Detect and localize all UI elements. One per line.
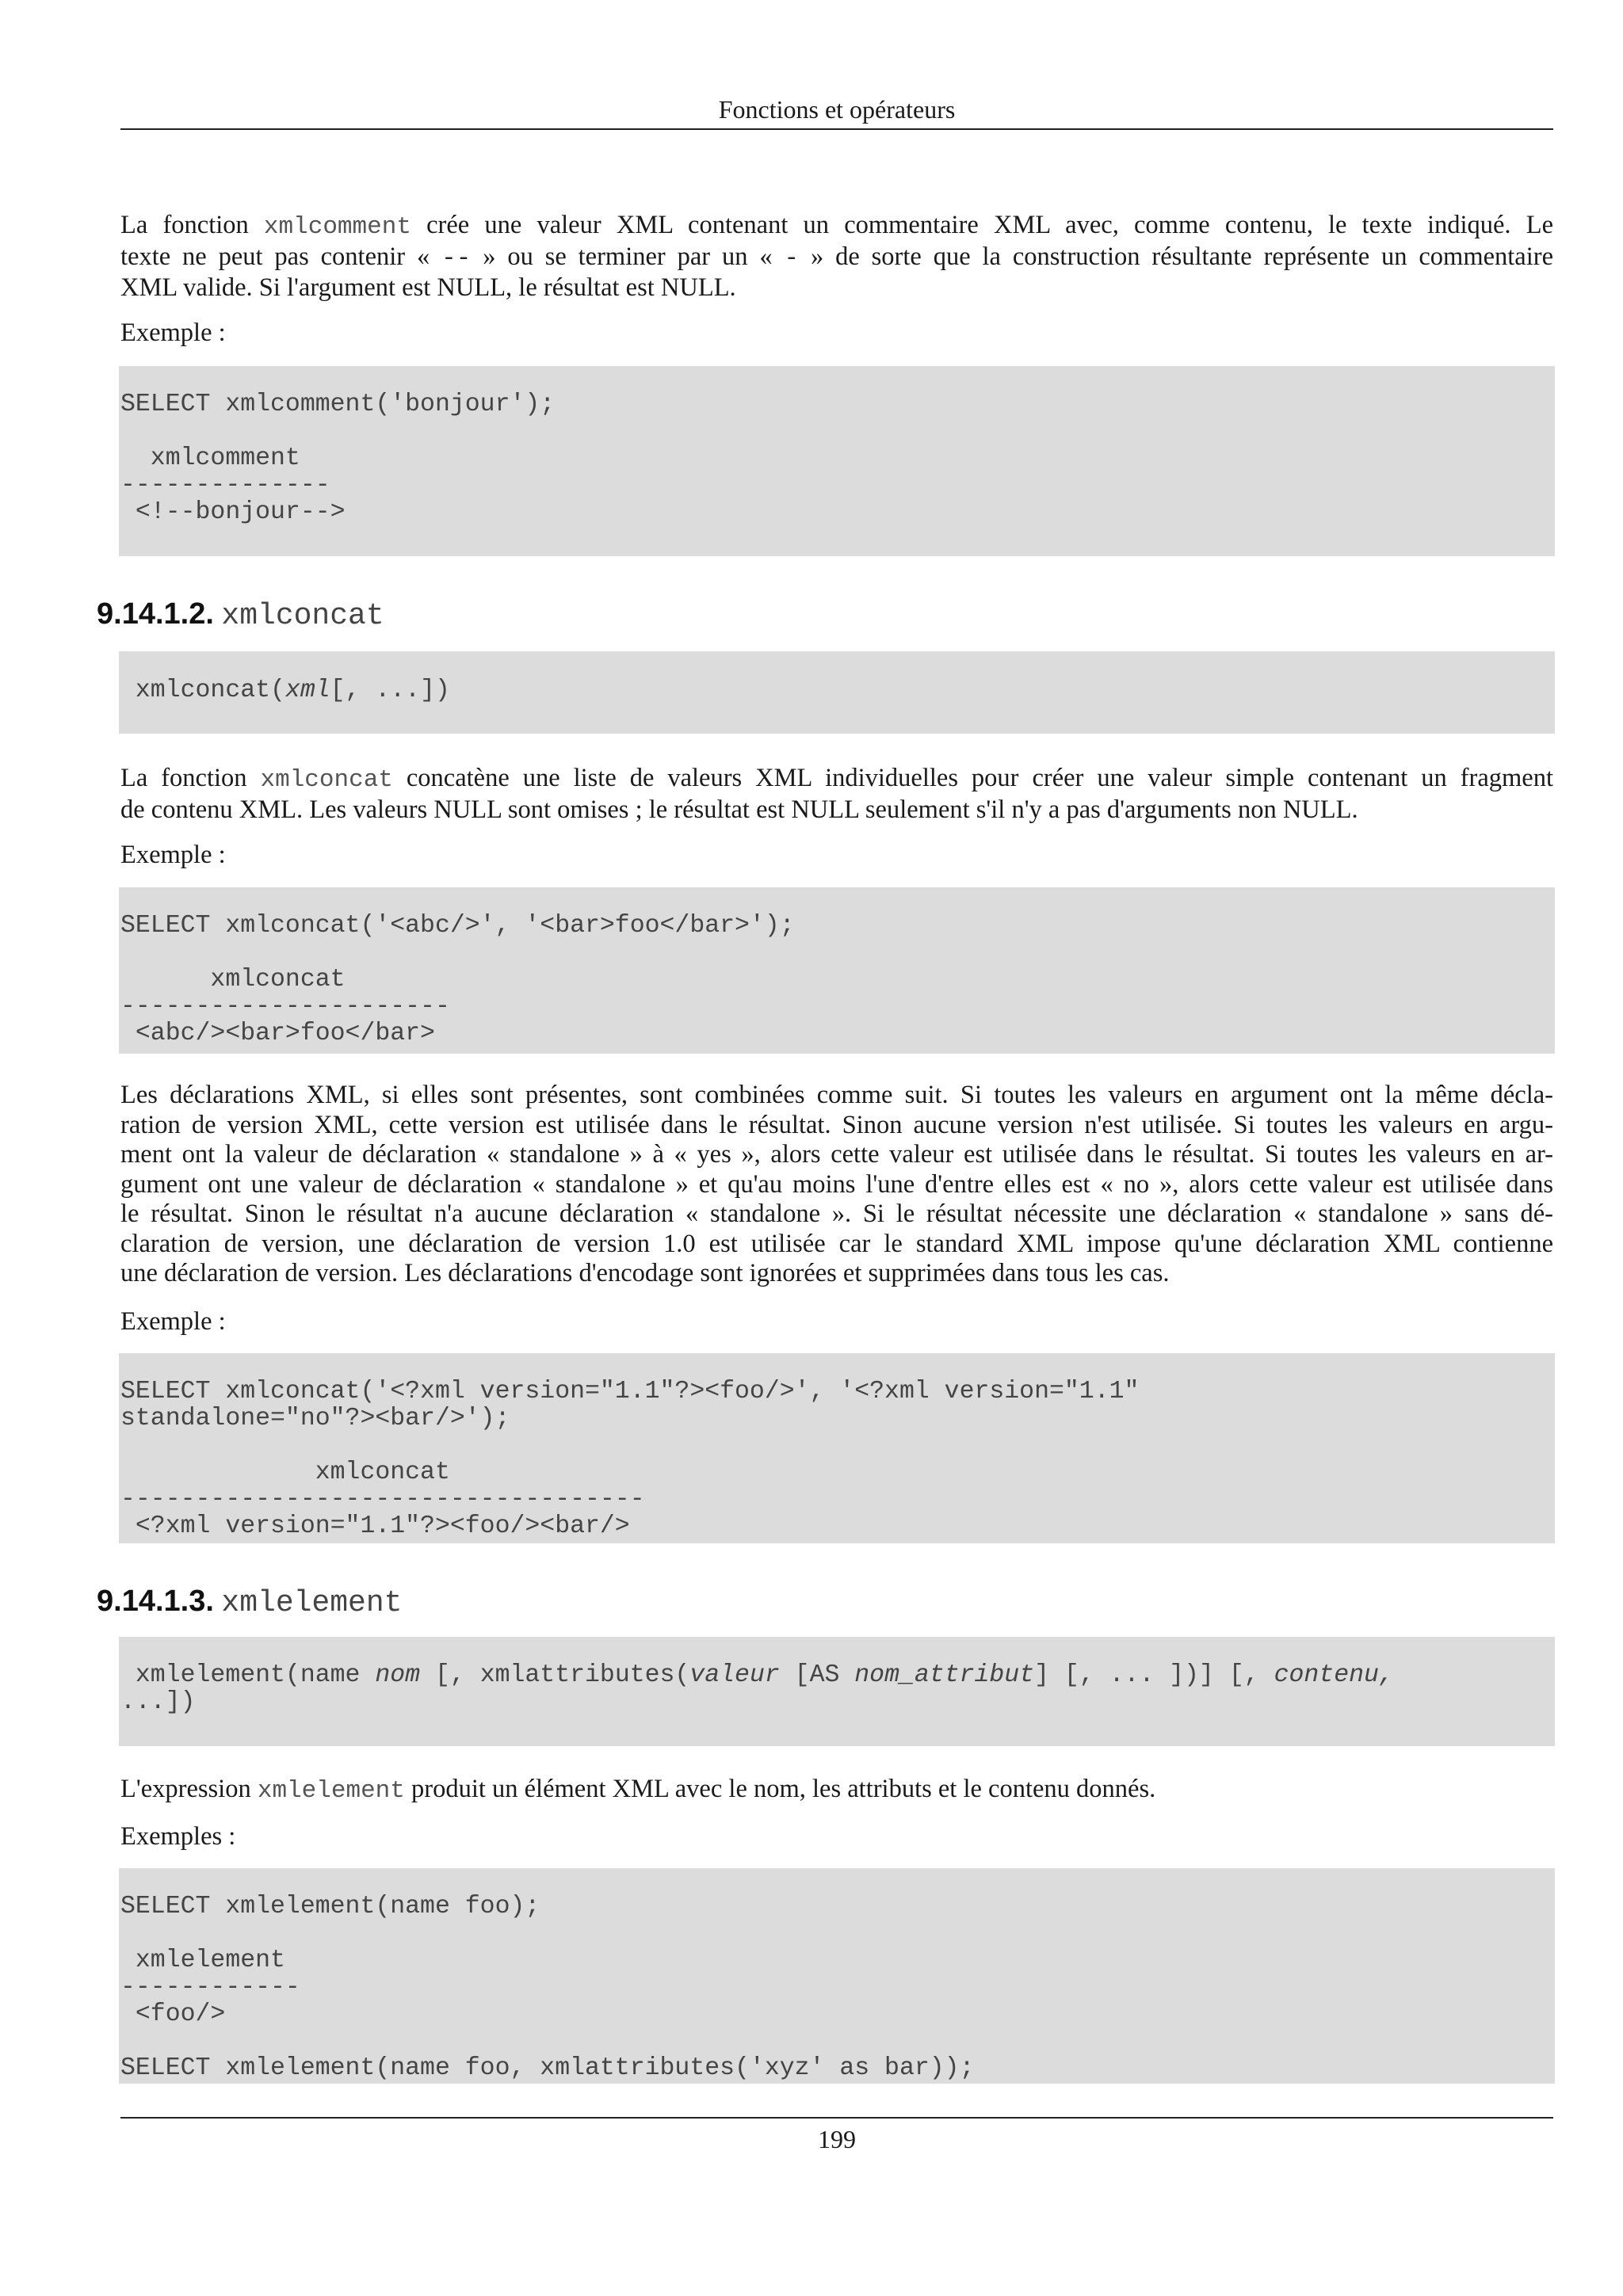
text-line: le résultat. Sinon le résultat n'a aucune déclaration « standalone ». Si le résultat nécessite une déclaration « standalone » sans dé-: [120, 1199, 1553, 1228]
paragraph-declarations: [120, 1081, 1553, 1289]
syntax-line: ...]): [120, 1688, 196, 1716]
code-line: -----------------------------------: [120, 1486, 645, 1513]
page-number: 199: [818, 2125, 856, 2153]
text-line: une déclaration de version. Les déclarations d'encodage sont ignorées et supprimées dans tous les cas.: [120, 1259, 1170, 1287]
paragraph-xmlcomment: [120, 211, 1553, 303]
text-line: ment ont la valeur de déclaration « standalone » à « yes », alors cette valeur est utilisée dans le résultat. Si toutes les valeurs en ar-: [120, 1140, 1553, 1169]
example-label: Exemple :: [120, 1307, 226, 1336]
code-line: SELECT xmlelement(name foo, xmlattributes('xyz' as bar));: [120, 2054, 975, 2082]
syntax-line: xmlelement(name nom [, xmlattributes(valeur [AS nom_attribut] [, ... ])] [, contenu,: [120, 1661, 1394, 1689]
example-label: Exemple :: [120, 318, 226, 347]
text-line: texte ne peut pas contenir « -- » ou se terminer par un « - » de sorte que la construction résultante représente un commentaire: [120, 242, 1554, 273]
text-line: gument ont une valeur de déclaration « standalone » et qu'au moins l'une d'entre elles est « no », alors cette valeur est utilisée dans: [120, 1169, 1553, 1199]
footer-rule: [120, 2117, 1553, 2119]
inline-code: --: [441, 244, 472, 273]
running-header: Fonctions et opérateurs: [718, 95, 956, 124]
section-heading-xmlconcat: 9.14.1.2. xmlconcat: [97, 597, 384, 633]
header-rule: [120, 128, 1553, 130]
syntax-line: xmlconcat(xml[, ...]): [120, 677, 450, 704]
code-line: ----------------------: [120, 993, 450, 1020]
text-line: La fonction xmlcomment crée une valeur XML contenant un commentaire XML avec, comme contenu, le texte indiqué. Le: [120, 211, 1553, 241]
example-label: Exemples :: [120, 1822, 236, 1851]
syntax-block: [119, 1637, 1555, 1746]
section-heading-xmlelement: 9.14.1.3. xmlelement: [97, 1585, 403, 1620]
text-line: La fonction xmlconcat concatène une liste de valeurs XML individuelles pour créer une valeur simple contenant un fragment: [120, 764, 1553, 794]
code-line: <foo/>: [120, 2000, 226, 2028]
code-line: xmlconcat: [120, 966, 346, 994]
paragraph-xmlconcat: [120, 764, 1553, 825]
example-label: Exemple :: [120, 841, 226, 869]
inline-code: xmlcomment: [263, 213, 411, 241]
code-line: <?xml version="1.1"?><foo/><bar/>: [120, 1512, 630, 1540]
code-line: SELECT xmlconcat('<abc/>', '<bar>foo</bar>');: [120, 912, 795, 940]
code-line: xmlcomment: [120, 444, 300, 472]
code-line: SELECT xmlelement(name foo);: [120, 1893, 540, 1920]
text-line: Les déclarations XML, si elles sont présentes, sont combinées comme suit. Si toutes les valeurs en argument ont la même décla-: [120, 1081, 1553, 1109]
text-line: claration de version, une déclaration de version 1.0 est utilisée car le standard XML impose qu'une déclaration XML contienne: [120, 1229, 1553, 1258]
inline-code: xmlconcat: [260, 766, 393, 794]
text-line: L'expression xmlelement produit un élément XML avec le nom, les attributs et le contenu donnés.: [120, 1775, 1156, 1805]
inline-code: -: [784, 244, 800, 273]
text-line: XML valide. Si l'argument est NULL, le résultat est NULL.: [120, 273, 736, 302]
code-line: --------------: [120, 471, 330, 499]
code-line: <!--bonjour-->: [120, 498, 346, 526]
code-line: ------------: [120, 1974, 300, 2001]
text-line: ration de version XML, cette version est utilisée dans le résultat. Sinon aucune version n'est utilisée. Si toutes les valeurs en argu-: [120, 1110, 1553, 1139]
code-line: SELECT xmlconcat('<?xml version="1.1"?><foo/>', '<?xml version="1.1": [120, 1378, 1140, 1405]
code-line: xmlelement: [120, 1947, 285, 1974]
code-line: xmlconcat: [120, 1459, 450, 1486]
code-line: SELECT xmlcomment('bonjour');: [120, 391, 556, 418]
text-line: de contenu XML. Les valeurs NULL sont omises ; le résultat est NULL seulement s'il n'y a pas d'arguments non NULL.: [120, 795, 1358, 824]
paragraph-xmlelement: [120, 1775, 1553, 1806]
code-line: <abc/><bar>foo</bar>: [120, 1020, 435, 1047]
inline-code: xmlelement: [257, 1777, 405, 1805]
code-line: standalone="no"?><bar/>');: [120, 1405, 510, 1432]
